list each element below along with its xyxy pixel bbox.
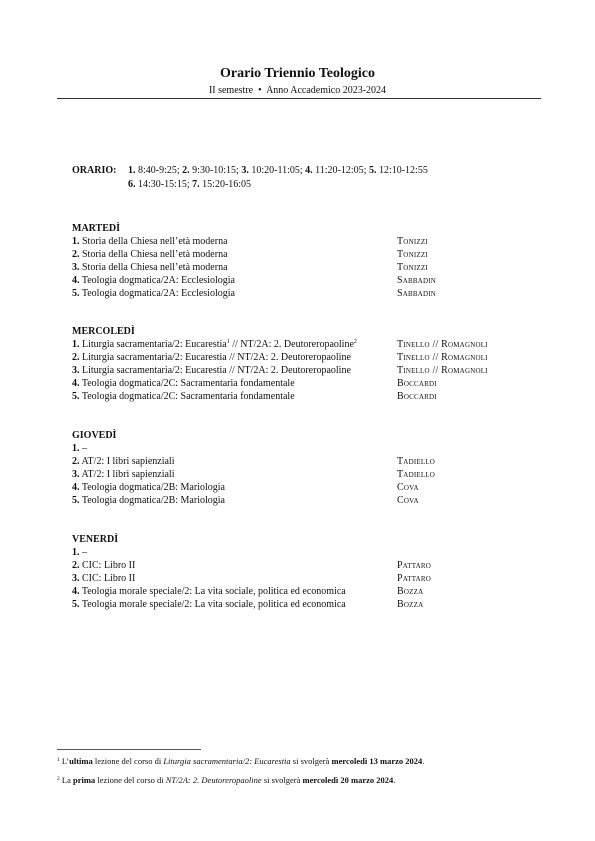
slot-number: 2. (72, 456, 80, 467)
footnote-rule (57, 749, 201, 750)
course-name (72, 481, 225, 494)
teacher-name: Tonizzi (397, 249, 428, 260)
course-text: – (79, 547, 87, 558)
footnote-date: mercoledì 20 marzo 2024 (302, 775, 394, 785)
teacher-name: Sabbadin (397, 288, 437, 299)
course-name (72, 351, 351, 364)
course-name (72, 338, 357, 351)
teacher-name: Cova (397, 482, 419, 493)
footnote-text: L’ (59, 756, 70, 766)
course-name (72, 287, 235, 300)
footnote-ref-2: 2 (353, 339, 357, 345)
schedule-row (72, 546, 552, 559)
slot-time: 9:30-10:15; (189, 165, 239, 176)
slot-number: 2. (72, 560, 80, 571)
footnote-date: mercoledì 13 marzo 2024 (331, 756, 423, 766)
course-text: Liturgia sacramentaria/2: Eucarestia // NT/2A: 2. Deutoreropaoline (79, 365, 351, 376)
course-name (72, 377, 295, 390)
semester-label: II semestre (208, 85, 254, 96)
slot-number: 5. (72, 288, 80, 299)
schedule-row (72, 364, 552, 377)
course-name (72, 572, 135, 585)
course-name (72, 468, 174, 481)
course-text: Teologia morale speciale/2: La vita sociale, politica ed economica (79, 586, 346, 597)
footnote-text: La (59, 775, 73, 785)
footnote-course: NT/2A: 2. Deutoreropaoline (165, 775, 262, 785)
teacher-name: Sabbadin (397, 275, 437, 286)
course-name (72, 248, 228, 261)
teacher-name: Bozza (397, 599, 424, 610)
slot-number: 3. (241, 165, 249, 176)
slot-number: 3. (72, 365, 80, 376)
footnote-2 (57, 775, 395, 785)
schedule-row (72, 274, 552, 287)
bullet-separator: • (258, 85, 262, 96)
slot-number: 1. (72, 236, 80, 247)
slot-number: 2. (72, 249, 80, 260)
slot-time: 14:30-15:15; (135, 179, 190, 190)
schedule-row (72, 442, 552, 455)
schedule-row (72, 468, 552, 481)
course-name (72, 559, 135, 572)
teacher-name: Tonizzi (397, 236, 428, 247)
schedule-row (72, 455, 552, 468)
orario-label: ORARIO: (72, 165, 117, 176)
slot-number: 1. (72, 339, 80, 350)
course-text: CIC: Libro II (79, 560, 136, 571)
page-title: Orario Triennio Teologico (219, 66, 376, 81)
schedule-row (72, 351, 552, 364)
slot-number: 4. (72, 275, 80, 286)
teacher-name: Pattaro (397, 560, 432, 571)
slot-number: 3. (72, 262, 80, 273)
course-text: Liturgia sacramentaria/2: Eucarestia (79, 339, 227, 350)
course-text: Teologia dogmatica/2C: Sacramentaria fondamentale (79, 391, 295, 402)
header-rule (57, 98, 541, 99)
course-name (72, 390, 295, 403)
teacher-name: Pattaro (397, 573, 432, 584)
academic-year-label: Anno Accademico 2023-2024 (266, 85, 387, 96)
course-name (72, 235, 228, 248)
course-text: Teologia dogmatica/2A: Ecclesiologia (79, 275, 235, 286)
course-text: Storia della Chiesa nell’età moderna (79, 249, 228, 260)
slot-number: 7. (192, 179, 200, 190)
course-name (72, 598, 346, 611)
schedule-row (72, 235, 552, 248)
teacher-name: Tinello // Romagnoli (397, 352, 488, 363)
course-text: Liturgia sacramentaria/2: Eucarestia // NT/2A: 2. Deutoreropaoline (79, 352, 351, 363)
slot-number: 1. (128, 165, 136, 176)
schedule-row (72, 585, 552, 598)
teacher-name: Tonizzi (397, 262, 428, 273)
course-text: Teologia dogmatica/2C: Sacramentaria fondamentale (79, 378, 295, 389)
slot-number: 5. (72, 391, 80, 402)
teacher-name: Tadiello (397, 469, 436, 480)
course-name (72, 364, 351, 377)
schedule-row (72, 248, 552, 261)
course-text: Teologia dogmatica/2B: Mariologia (79, 482, 225, 493)
day-heading: VENERDÌ (72, 534, 119, 545)
footnote-text: . (422, 756, 425, 766)
slot-number: 6. (128, 179, 136, 190)
schedule-row (72, 494, 552, 507)
schedule-row (72, 481, 552, 494)
slot-number: 4. (305, 165, 313, 176)
footnote-text: . (393, 775, 396, 785)
course-name (72, 494, 225, 507)
schedule-row (72, 287, 552, 300)
footnote-ref-1: 1 (226, 339, 230, 345)
footnote-course: Liturgia sacramentaria/2: Eucarestia (163, 756, 291, 766)
course-text: // NT/2A: 2. Deutoreropaoline (229, 339, 354, 350)
teacher-name: Bozza (397, 586, 424, 597)
slot-number: 5. (72, 495, 80, 506)
footnote-text: si svolgerà (261, 775, 303, 785)
slot-number: 3. (72, 469, 80, 480)
slot-number: 1. (72, 443, 80, 454)
teacher-name: Cova (397, 495, 419, 506)
footnote-text: si svolgerà (290, 756, 332, 766)
course-text: Teologia morale speciale/2: La vita sociale, politica ed economica (79, 599, 346, 610)
schedule-row (72, 559, 552, 572)
teacher-name: Tinello // Romagnoli (397, 365, 488, 376)
footnote-text: ultima (69, 756, 93, 766)
course-name (72, 455, 174, 468)
schedule-row (72, 598, 552, 611)
slot-number: 3. (72, 573, 80, 584)
slot-number: 5. (368, 165, 377, 176)
schedule-row (72, 261, 552, 274)
slot-number: 2. (72, 352, 80, 363)
course-name (72, 585, 346, 598)
teacher-name: Tinello // Romagnoli (397, 339, 488, 350)
slot-time: 8:40-9:25; (135, 165, 180, 176)
teacher-name: Tadiello (397, 456, 436, 467)
orario-line-1 (128, 164, 428, 178)
teacher-name: Boccardi (397, 378, 437, 389)
schedule-row (72, 572, 552, 585)
course-name (72, 261, 228, 274)
slot-number: 4. (72, 482, 80, 493)
teacher-name: Boccardi (397, 391, 437, 402)
slot-time: 15:20-16:05 (199, 179, 252, 190)
day-block-mercoledi (72, 325, 552, 403)
course-text: Teologia dogmatica/2A: Ecclesiologia (79, 288, 235, 299)
course-text: – (79, 443, 87, 454)
course-text: Storia della Chiesa nell’età moderna (79, 262, 228, 273)
course-name (72, 442, 87, 455)
day-heading: MARTEDÌ (72, 223, 120, 234)
slot-time: 12:10-12:55 (376, 165, 428, 176)
course-text: CIC: Libro II (79, 573, 136, 584)
day-block-giovedi (72, 429, 552, 507)
course-name (72, 274, 235, 287)
slot-number: 1. (72, 547, 80, 558)
orario-line-2 (128, 178, 251, 192)
day-block-martedi (72, 222, 552, 300)
day-block-venerdi (72, 533, 552, 611)
page-subtitle (0, 85, 595, 96)
course-text: Storia della Chiesa nell’età moderna (79, 236, 228, 247)
slot-number: 5. (72, 599, 80, 610)
schedule-row (72, 338, 552, 351)
slot-number: 4. (72, 378, 80, 389)
footnote-mark: 1 (57, 757, 60, 763)
slot-number: 4. (72, 586, 80, 597)
schedule-row (72, 377, 552, 390)
footnote-1 (57, 756, 424, 766)
footnote-text: prima (72, 775, 96, 785)
course-text: AT/2: I libri sapienziali (79, 469, 175, 480)
course-text: Teologia dogmatica/2B: Mariologia (79, 495, 225, 506)
day-heading: GIOVEDÌ (72, 430, 117, 441)
schedule-row (72, 390, 552, 403)
course-text: AT/2: I libri sapienziali (79, 456, 175, 467)
slot-time: 11:20-12:05; (312, 165, 367, 176)
footnote-text: lezione del corso di (92, 756, 164, 766)
course-name (72, 546, 87, 559)
slot-time: 10:20-11:05; (248, 165, 303, 176)
footnote-mark: 2 (57, 776, 60, 782)
day-heading: MERCOLEDÌ (72, 326, 135, 337)
slot-number: 2. (182, 165, 190, 176)
footnote-text: lezione del corso di (95, 775, 166, 785)
